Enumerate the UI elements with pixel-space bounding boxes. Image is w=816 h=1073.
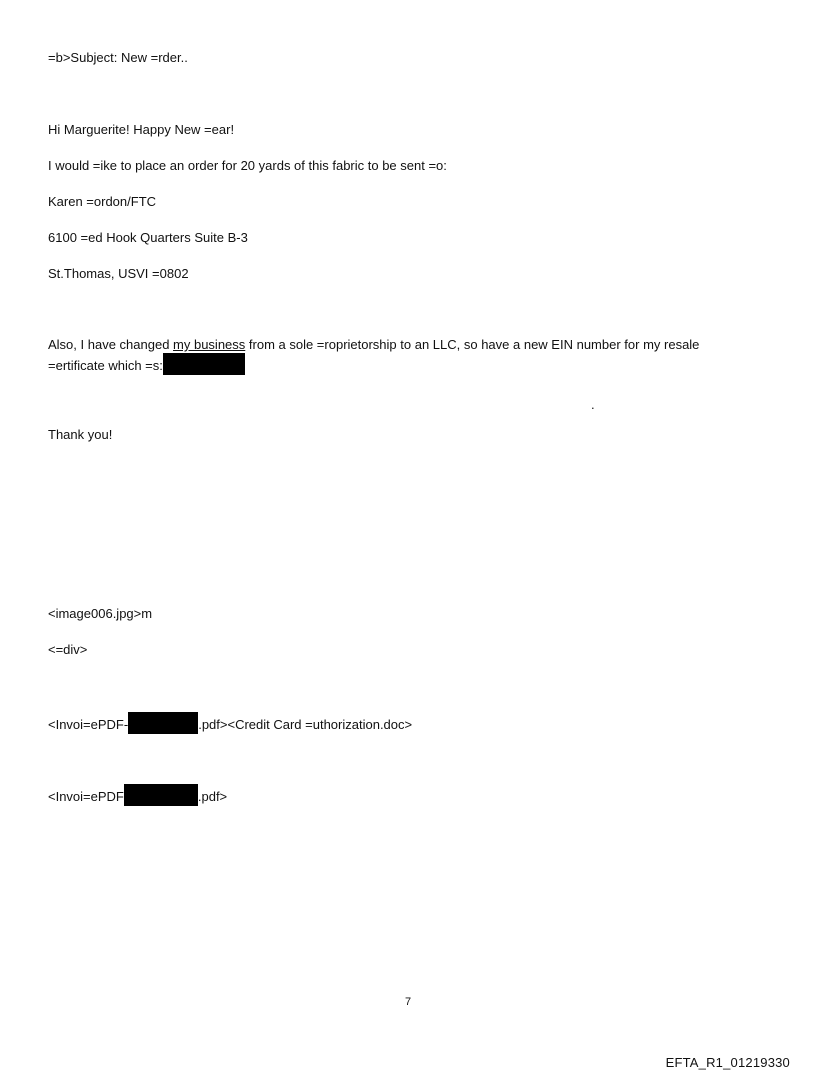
order-request: I would =ike to place an order for 20 yards of this fabric to be sent =o:	[48, 158, 447, 173]
redaction-box	[163, 353, 245, 375]
page-number: 7	[404, 996, 412, 1008]
business-change-paragraph	[48, 336, 748, 375]
attachment-line-1	[48, 712, 412, 734]
div-tag: <=div>	[48, 642, 88, 657]
business-change-link-text: my business	[173, 337, 246, 352]
subject-line: =b>Subject: New =rder..	[48, 50, 188, 65]
redaction-box	[128, 712, 198, 734]
image-attachment-tag: <image006.jpg>m	[48, 606, 153, 621]
business-change-text-1: Also, I have changed	[48, 337, 174, 352]
attachment-1-suffix: .pdf><Credit Card =uthorization.doc>	[198, 717, 413, 732]
address-name: Karen =ordon/FTC	[48, 194, 157, 209]
stray-mark: .	[591, 397, 595, 412]
attachment-2-prefix: <Invoi=ePDF	[48, 789, 124, 804]
greeting: Hi Marguerite! Happy New =ear!	[48, 122, 235, 137]
document-id: EFTA_R1_01219330	[665, 1055, 790, 1070]
redaction-box	[124, 784, 198, 806]
attachment-line-2	[48, 784, 227, 806]
business-change-text-2: from a sole =roprietorship to an LLC, so have a new EIN number for my resale =ertificate which =s:	[48, 337, 700, 373]
attachment-1-prefix: <Invoi=ePDF-	[48, 717, 129, 732]
closing: Thank you!	[48, 427, 113, 442]
address-street: 6100 =ed Hook Quarters Suite B-3	[48, 230, 248, 245]
attachment-2-suffix: .pdf>	[197, 789, 228, 804]
address-city: St.Thomas, USVI =0802	[48, 266, 189, 281]
